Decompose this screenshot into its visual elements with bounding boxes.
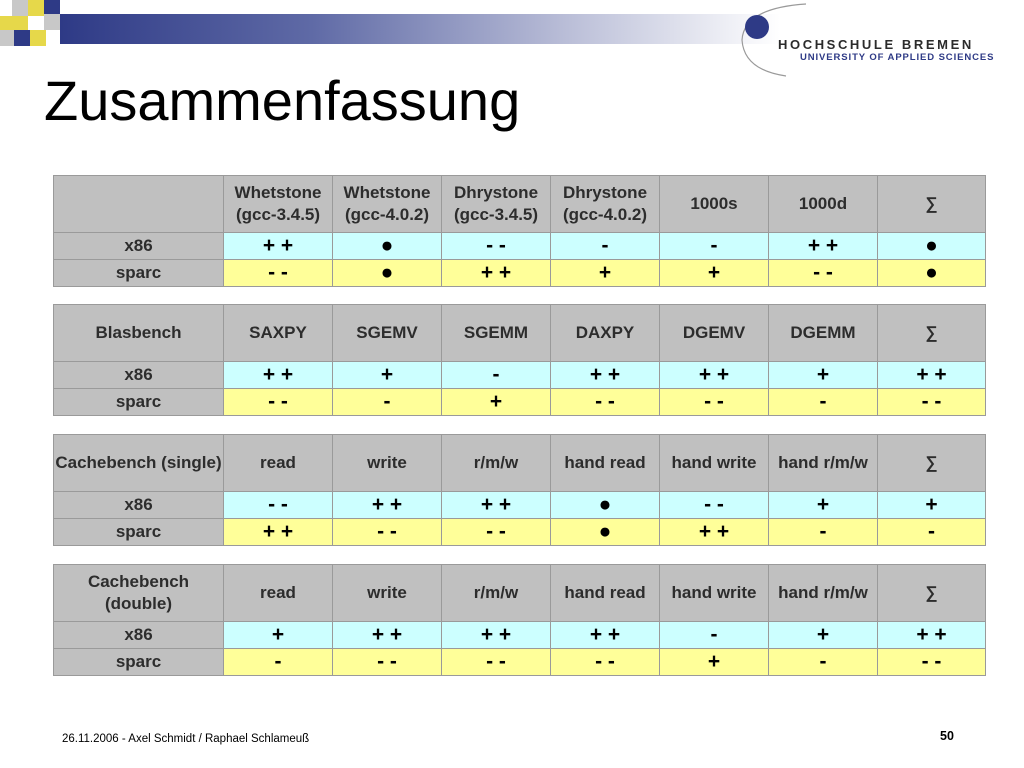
header-cell: SGEMM bbox=[442, 305, 551, 362]
table-row-x86 bbox=[54, 362, 986, 389]
rating-cell: - - bbox=[224, 389, 333, 416]
sum-header-cell: ∑ bbox=[878, 565, 986, 622]
table-row-sparc bbox=[54, 260, 986, 287]
rating-cell: + bbox=[769, 622, 878, 649]
table-row-sparc bbox=[54, 519, 986, 546]
rating-cell: - - bbox=[878, 649, 986, 676]
header-cell: r/m/w bbox=[442, 435, 551, 492]
row-label: sparc bbox=[54, 519, 224, 546]
rating-cell: - bbox=[224, 649, 333, 676]
slide-title: Zusammenfassung bbox=[44, 69, 521, 132]
header-cell: hand write bbox=[660, 565, 769, 622]
deco-square bbox=[0, 16, 28, 30]
rating-cell: - - bbox=[224, 492, 333, 519]
header-cell: DAXPY bbox=[551, 305, 660, 362]
rating-cell: + + bbox=[551, 622, 660, 649]
header-cell: SGEMV bbox=[333, 305, 442, 362]
deco-square bbox=[12, 0, 28, 16]
header-cell: read bbox=[224, 435, 333, 492]
rating-cell: - - bbox=[442, 233, 551, 260]
comparison-table-cachebench-double bbox=[53, 564, 986, 676]
rating-cell: ● bbox=[878, 260, 986, 287]
rating-cell: + + bbox=[333, 492, 442, 519]
table-header-row bbox=[54, 305, 986, 362]
logo-name: HOCHSCHULE BREMEN bbox=[778, 37, 974, 52]
rating-cell: + bbox=[442, 389, 551, 416]
header-cell: Cachebench (double) bbox=[54, 565, 224, 622]
rating-cell: + + bbox=[769, 233, 878, 260]
rating-cell: + + bbox=[660, 362, 769, 389]
rating-cell: ● bbox=[551, 492, 660, 519]
header-cell: write bbox=[333, 435, 442, 492]
row-label: x86 bbox=[54, 492, 224, 519]
deco-square bbox=[28, 0, 44, 16]
comparison-table-cachebench-single bbox=[53, 434, 986, 546]
header-cell: Dhrystone (gcc-4.0.2) bbox=[551, 176, 660, 233]
rating-cell: - bbox=[551, 233, 660, 260]
table-header-row bbox=[54, 565, 986, 622]
rating-cell: + + bbox=[878, 362, 986, 389]
row-label: x86 bbox=[54, 622, 224, 649]
table-header-row bbox=[54, 176, 986, 233]
deco-square bbox=[44, 0, 60, 14]
header-cell: DGEMV bbox=[660, 305, 769, 362]
rating-cell: + bbox=[660, 649, 769, 676]
header-cell: Cachebench (single) bbox=[54, 435, 224, 492]
header-cell: hand read bbox=[551, 435, 660, 492]
deco-square bbox=[14, 30, 30, 46]
header-cell: Blasbench bbox=[54, 305, 224, 362]
rating-cell: + + bbox=[551, 362, 660, 389]
footer-date-authors: 26.11.2006 - Axel Schmidt / Raphael Schlameuß bbox=[62, 733, 310, 745]
header-cell: hand write bbox=[660, 435, 769, 492]
rating-cell: + + bbox=[224, 233, 333, 260]
row-label: x86 bbox=[54, 362, 224, 389]
rating-cell: - - bbox=[442, 519, 551, 546]
rating-cell: - - bbox=[660, 389, 769, 416]
university-logo bbox=[736, 0, 1024, 80]
header-cell: Whetstone (gcc-4.0.2) bbox=[333, 176, 442, 233]
header-cell: SAXPY bbox=[224, 305, 333, 362]
table-header-row bbox=[54, 435, 986, 492]
rating-cell: - bbox=[769, 519, 878, 546]
rating-cell: - - bbox=[442, 649, 551, 676]
rating-cell: ● bbox=[333, 233, 442, 260]
rating-cell: + + bbox=[442, 260, 551, 287]
rating-cell: + bbox=[224, 622, 333, 649]
rating-cell: + bbox=[660, 260, 769, 287]
rating-cell: - bbox=[769, 649, 878, 676]
header-cell: 1000d bbox=[769, 176, 878, 233]
row-label: sparc bbox=[54, 649, 224, 676]
header-cell: 1000s bbox=[660, 176, 769, 233]
rating-cell: - - bbox=[551, 649, 660, 676]
page-number: 50 bbox=[940, 729, 954, 743]
rating-cell: + + bbox=[333, 622, 442, 649]
header-cell: r/m/w bbox=[442, 565, 551, 622]
row-label: sparc bbox=[54, 389, 224, 416]
table-row-x86 bbox=[54, 622, 986, 649]
rating-cell: + + bbox=[442, 492, 551, 519]
rating-cell: + + bbox=[878, 622, 986, 649]
table-row-x86 bbox=[54, 233, 986, 260]
rating-cell: - bbox=[660, 622, 769, 649]
deco-square bbox=[44, 14, 60, 30]
comparison-table-blasbench bbox=[53, 304, 986, 416]
gradient-bar bbox=[60, 14, 780, 44]
sum-header-cell: ∑ bbox=[878, 435, 986, 492]
header-cell bbox=[54, 176, 224, 233]
rating-cell: - - bbox=[769, 260, 878, 287]
rating-cell: ● bbox=[333, 260, 442, 287]
rating-cell: + + bbox=[224, 519, 333, 546]
rating-cell: - - bbox=[333, 519, 442, 546]
header-cell: read bbox=[224, 565, 333, 622]
rating-cell: + + bbox=[660, 519, 769, 546]
rating-cell: - bbox=[660, 233, 769, 260]
row-label: sparc bbox=[54, 260, 224, 287]
header-cell: Whetstone (gcc-3.4.5) bbox=[224, 176, 333, 233]
logo-subtitle: UNIVERSITY OF APPLIED SCIENCES bbox=[800, 52, 995, 63]
rating-cell: ● bbox=[551, 519, 660, 546]
comparison-table-whetstone bbox=[53, 175, 986, 287]
rating-cell: - - bbox=[660, 492, 769, 519]
rating-cell: + bbox=[769, 492, 878, 519]
rating-cell: + + bbox=[442, 622, 551, 649]
rating-cell: - - bbox=[878, 389, 986, 416]
rating-cell: + bbox=[769, 362, 878, 389]
deco-square bbox=[30, 30, 46, 46]
sum-header-cell: ∑ bbox=[878, 305, 986, 362]
header-cell: hand read bbox=[551, 565, 660, 622]
rating-cell: - - bbox=[224, 260, 333, 287]
rating-cell: + bbox=[551, 260, 660, 287]
rating-cell: - - bbox=[551, 389, 660, 416]
header-cell: Dhrystone (gcc-3.4.5) bbox=[442, 176, 551, 233]
rating-cell: - bbox=[333, 389, 442, 416]
table-row-sparc bbox=[54, 389, 986, 416]
rating-cell: + bbox=[878, 492, 986, 519]
header-cell: write bbox=[333, 565, 442, 622]
deco-square bbox=[0, 30, 14, 46]
table-row-sparc bbox=[54, 649, 986, 676]
header-cell: hand r/m/w bbox=[769, 565, 878, 622]
header-cell: DGEMM bbox=[769, 305, 878, 362]
header-decoration bbox=[0, 0, 780, 60]
rating-cell: - bbox=[442, 362, 551, 389]
rating-cell: - bbox=[769, 389, 878, 416]
table-row-x86 bbox=[54, 492, 986, 519]
header-cell: hand r/m/w bbox=[769, 435, 878, 492]
rating-cell: - - bbox=[333, 649, 442, 676]
rating-cell: - bbox=[878, 519, 986, 546]
rating-cell: + bbox=[333, 362, 442, 389]
row-label: x86 bbox=[54, 233, 224, 260]
rating-cell: ● bbox=[878, 233, 986, 260]
sum-header-cell: ∑ bbox=[878, 176, 986, 233]
rating-cell: + + bbox=[224, 362, 333, 389]
